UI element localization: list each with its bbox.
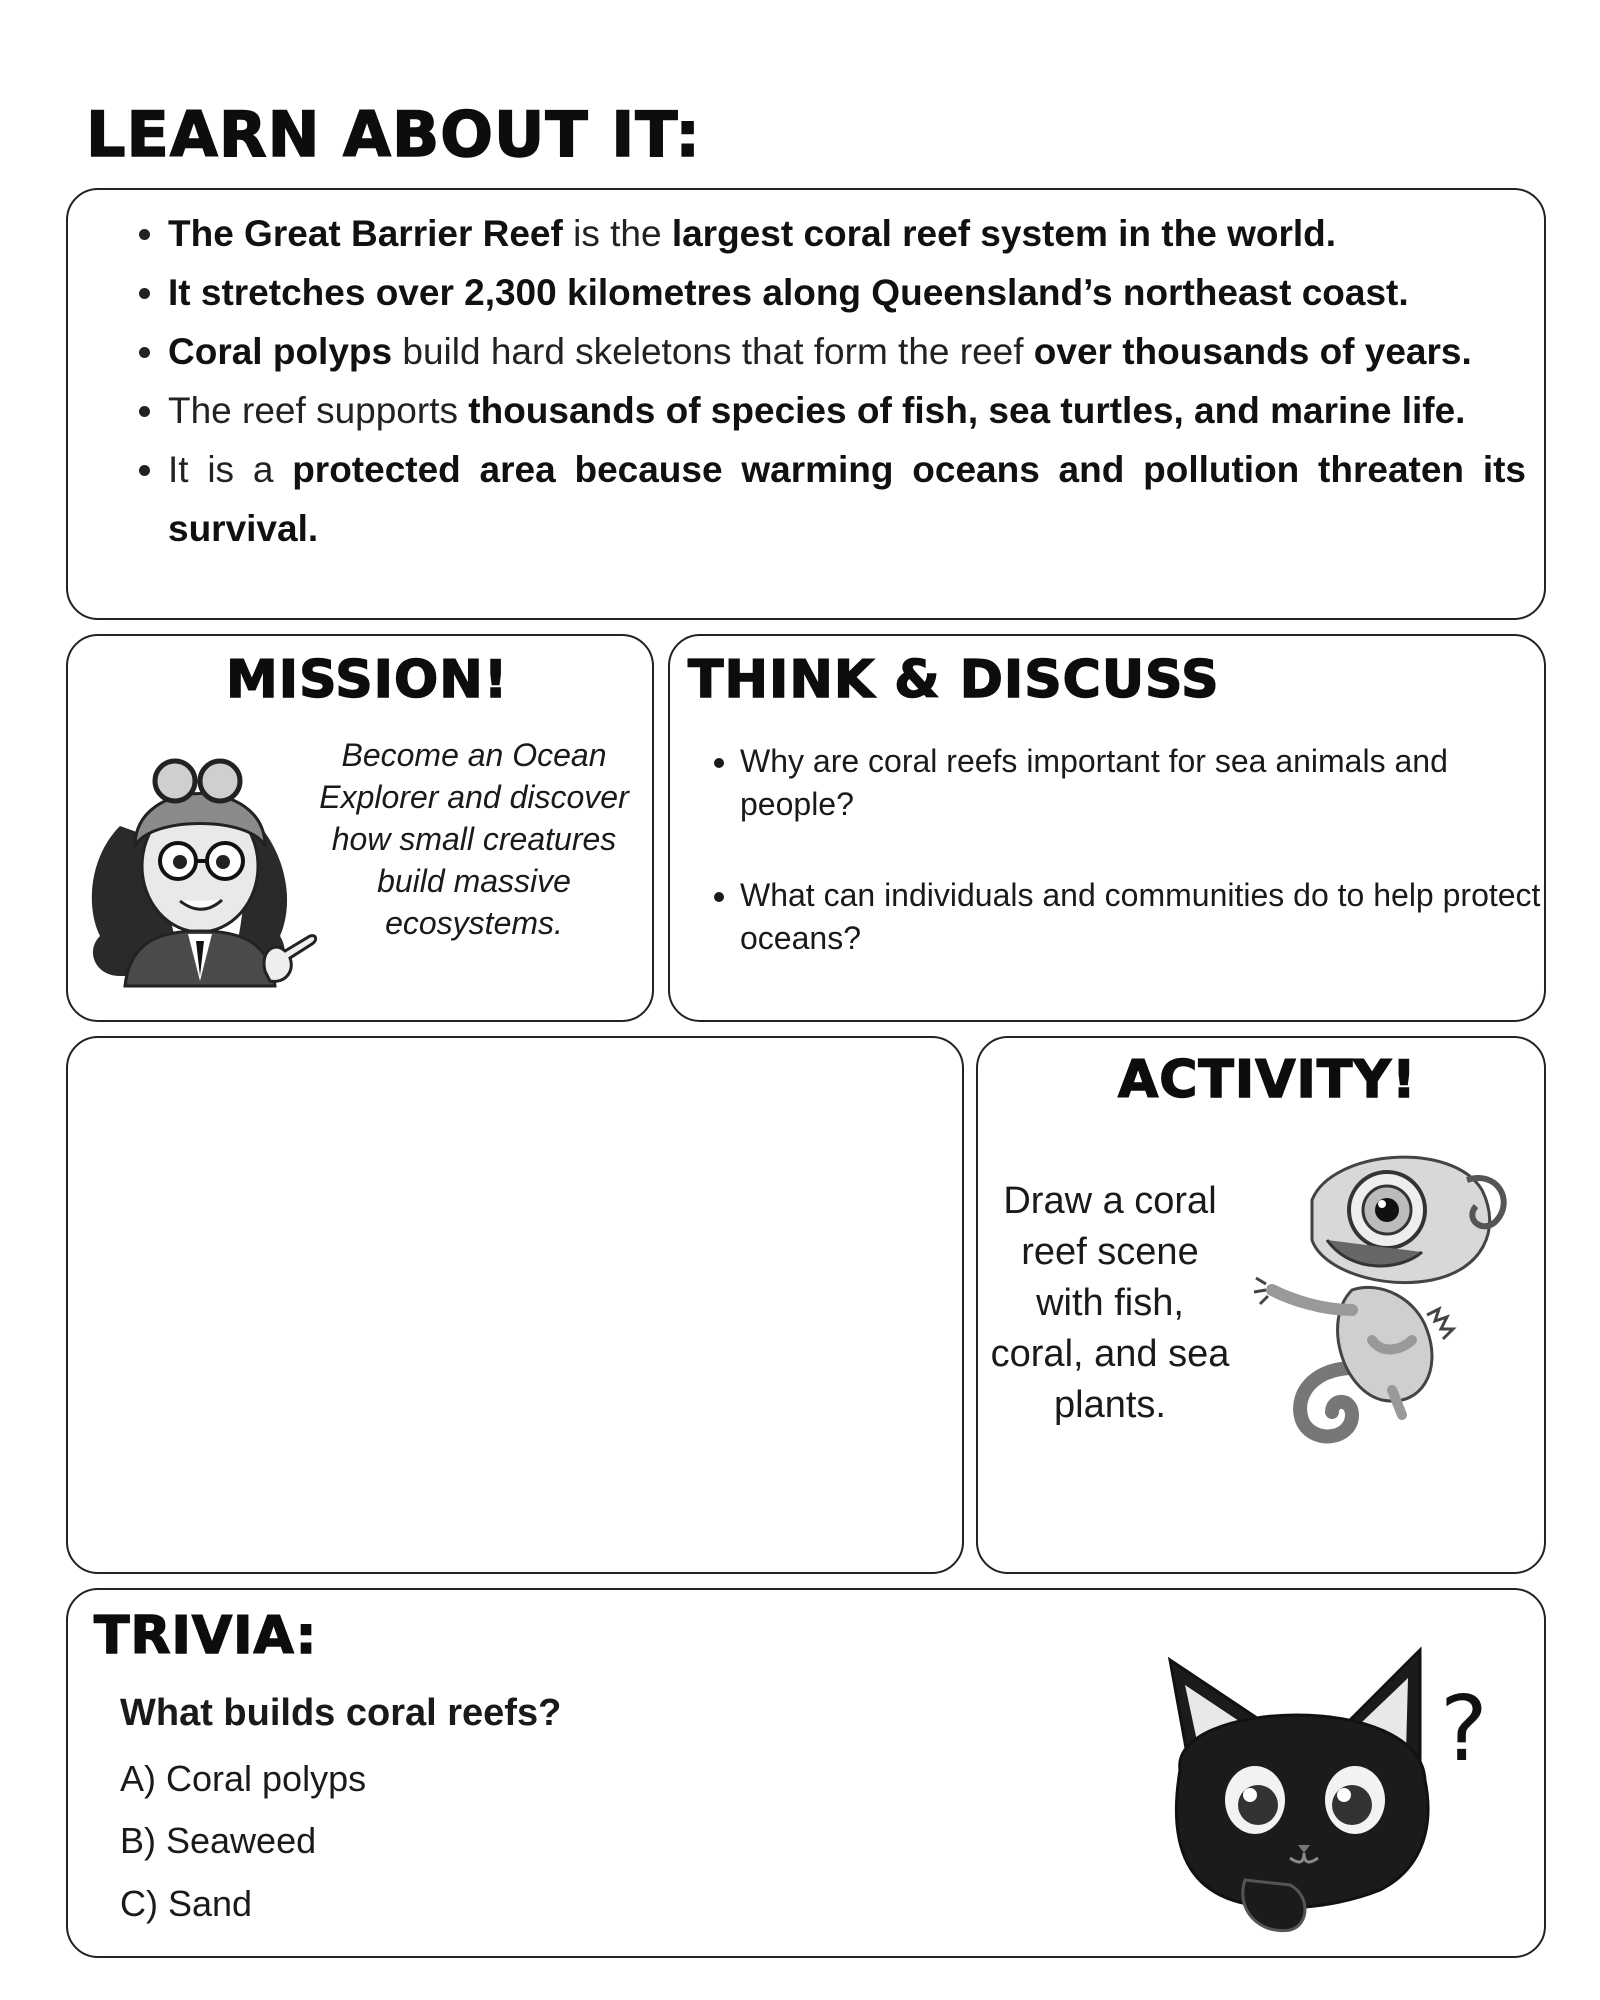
bullet-text: over thousands of years. [1033, 331, 1472, 372]
bullet-text: protected area because warming oceans and pollution threaten its survival. [168, 449, 1526, 549]
list-item [168, 263, 1526, 322]
learn-box [66, 188, 1546, 620]
chameleon-illustration [1252, 1140, 1522, 1450]
list-item: • Why are coral reefs important for sea animals and people? [740, 740, 1560, 826]
bullet-text: is the [562, 213, 672, 254]
bullet-text: The reef supports [168, 390, 469, 431]
bullet-text: build hard skeletons that form the reef [392, 331, 1034, 372]
bullet-text: It stretches over 2,300 kilometres along Queensland’s northeast coast. [168, 272, 1409, 313]
question-mark-icon: ? [1440, 1677, 1488, 1782]
trivia-title: TRIVIA: [94, 1606, 318, 1666]
bullet-text: largest coral reef system in the world. [671, 213, 1337, 254]
mission-text: Become an Ocean Explorer and discover how small creatures build massive ecosystems. [319, 737, 629, 941]
bullet-text: It is a [168, 449, 293, 490]
learn-bullet-list [126, 204, 1526, 558]
list-item: • What can individuals and communities do to help protect oceans? [740, 874, 1560, 960]
list-item [168, 440, 1526, 558]
list-item [168, 322, 1526, 381]
think-question-list [700, 740, 1560, 1008]
bullet-text: Coral polyps [168, 331, 393, 372]
trivia-question: What builds coral reefs? [120, 1692, 562, 1734]
learn-title: LEARN ABOUT IT: [86, 98, 701, 171]
list-item [168, 381, 1526, 440]
activity-title: ACTIVITY! [1118, 1050, 1417, 1110]
trivia-option-c[interactable]: C) Sand [120, 1883, 253, 1924]
think-title: THINK & DISCUSS [688, 650, 1220, 710]
list-item [168, 204, 1526, 263]
trivia-option-b[interactable]: B) Seaweed [120, 1820, 317, 1861]
trivia-option-a[interactable]: A) Coral polyps [120, 1758, 367, 1799]
activity-text: Draw a coral reef scene with fish, coral, and sea plants. [990, 1180, 1230, 1426]
bullet-text: thousands of species of fish, sea turtles, and marine life. [468, 390, 1466, 431]
black-cat-illustration [1150, 1640, 1510, 1940]
drawing-area[interactable] [66, 1036, 964, 1574]
bullet-text: The Great Barrier Reef [168, 213, 563, 254]
mission-title: MISSION! [226, 650, 509, 710]
explorer-girl-illustration [80, 736, 320, 996]
